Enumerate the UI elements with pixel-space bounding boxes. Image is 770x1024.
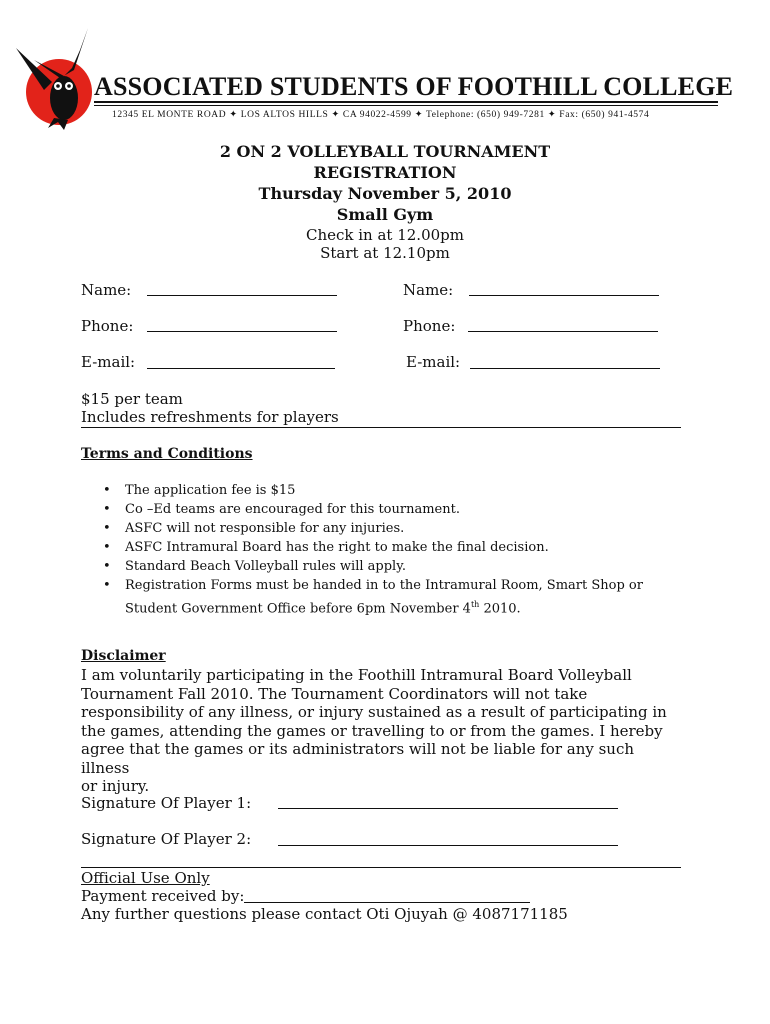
event-subtitle: REGISTRATION	[313, 163, 457, 182]
list-item: • Registration Forms must be handed in to the Intramural Room, Smart Shop or Student Government Office before 6pm November 4th 2010.	[103, 578, 643, 617]
name-label-1: Name:	[81, 281, 132, 299]
phone-label-2: Phone:	[403, 317, 456, 335]
official-use-heading: Official Use Only	[81, 869, 210, 887]
email-field-2[interactable]	[470, 368, 660, 369]
email-field-1[interactable]	[147, 368, 335, 369]
signature-label-1: Signature Of Player 1:	[81, 794, 252, 812]
org-address: 12345 EL MONTE ROAD ✦ LOS ALTOS HILLS ✦ CA 94022-4599 ✦ Telephone: (650) 949-7281 ✦ Fax: (650) 941-4574	[112, 110, 650, 120]
official-divider	[81, 867, 681, 868]
email-label-1: E-mail:	[81, 353, 136, 371]
signature-field-2[interactable]	[278, 845, 618, 846]
payment-label: Payment received by:	[81, 887, 245, 905]
event-date: Thursday November 5, 2010	[258, 184, 512, 203]
disclaimer-heading: Disclaimer	[81, 648, 166, 664]
payment-field[interactable]	[244, 902, 530, 903]
name-field-1[interactable]	[147, 295, 337, 296]
org-name: ASSOCIATED STUDENTS OF FOOTHILL COLLEGE	[94, 72, 734, 101]
name-field-2[interactable]	[469, 295, 659, 296]
fee-line: $15 per team	[81, 390, 183, 408]
signature-label-2: Signature Of Player 2:	[81, 830, 252, 848]
terms-heading: Terms and Conditions	[81, 446, 253, 462]
owl-logo-icon	[14, 20, 94, 130]
section-divider	[81, 427, 681, 428]
list-item: • The application fee is $15	[103, 483, 296, 498]
header-rule	[94, 101, 718, 103]
start-time: Start at 12.10pm	[320, 244, 450, 262]
list-item: • ASFC will not responsible for any injuries.	[103, 521, 405, 536]
event-title: 2 ON 2 VOLLEYBALL TOURNAMENT	[219, 142, 551, 161]
email-label-2: E-mail:	[406, 353, 461, 371]
list-item: • Standard Beach Volleyball rules will apply.	[103, 559, 406, 574]
name-label-2: Name:	[403, 281, 454, 299]
terms-list	[81, 481, 701, 618]
phone-field-1[interactable]	[147, 331, 337, 332]
list-item: • Co –Ed teams are encouraged for this tournament.	[103, 502, 460, 517]
checkin-time: Check in at 12.00pm	[305, 226, 464, 244]
signature-field-1[interactable]	[278, 808, 618, 809]
phone-field-2[interactable]	[468, 331, 658, 332]
phone-label-1: Phone:	[81, 317, 134, 335]
list-item: • ASFC Intramural Board has the right to make the final decision.	[103, 540, 549, 555]
disclaimer-text: I am voluntarily participating in the Foothill Intramural Board Volleyball Tournament Fall 2010. The Tournament Coordinators will not take responsibility of any illness, or injury sustained as a result of participating in the games, attending the games or travelling to or from the games. I hereby agree that the games or its administrators will not be liable for any such illness or injury.	[81, 666, 667, 795]
contact-line: Any further questions please contact Oti Ojuyah @ 4087171185	[81, 905, 568, 923]
header-rule-thin	[94, 105, 718, 106]
refreshments-line: Includes refreshments for players	[81, 408, 339, 426]
event-venue: Small Gym	[336, 205, 434, 224]
